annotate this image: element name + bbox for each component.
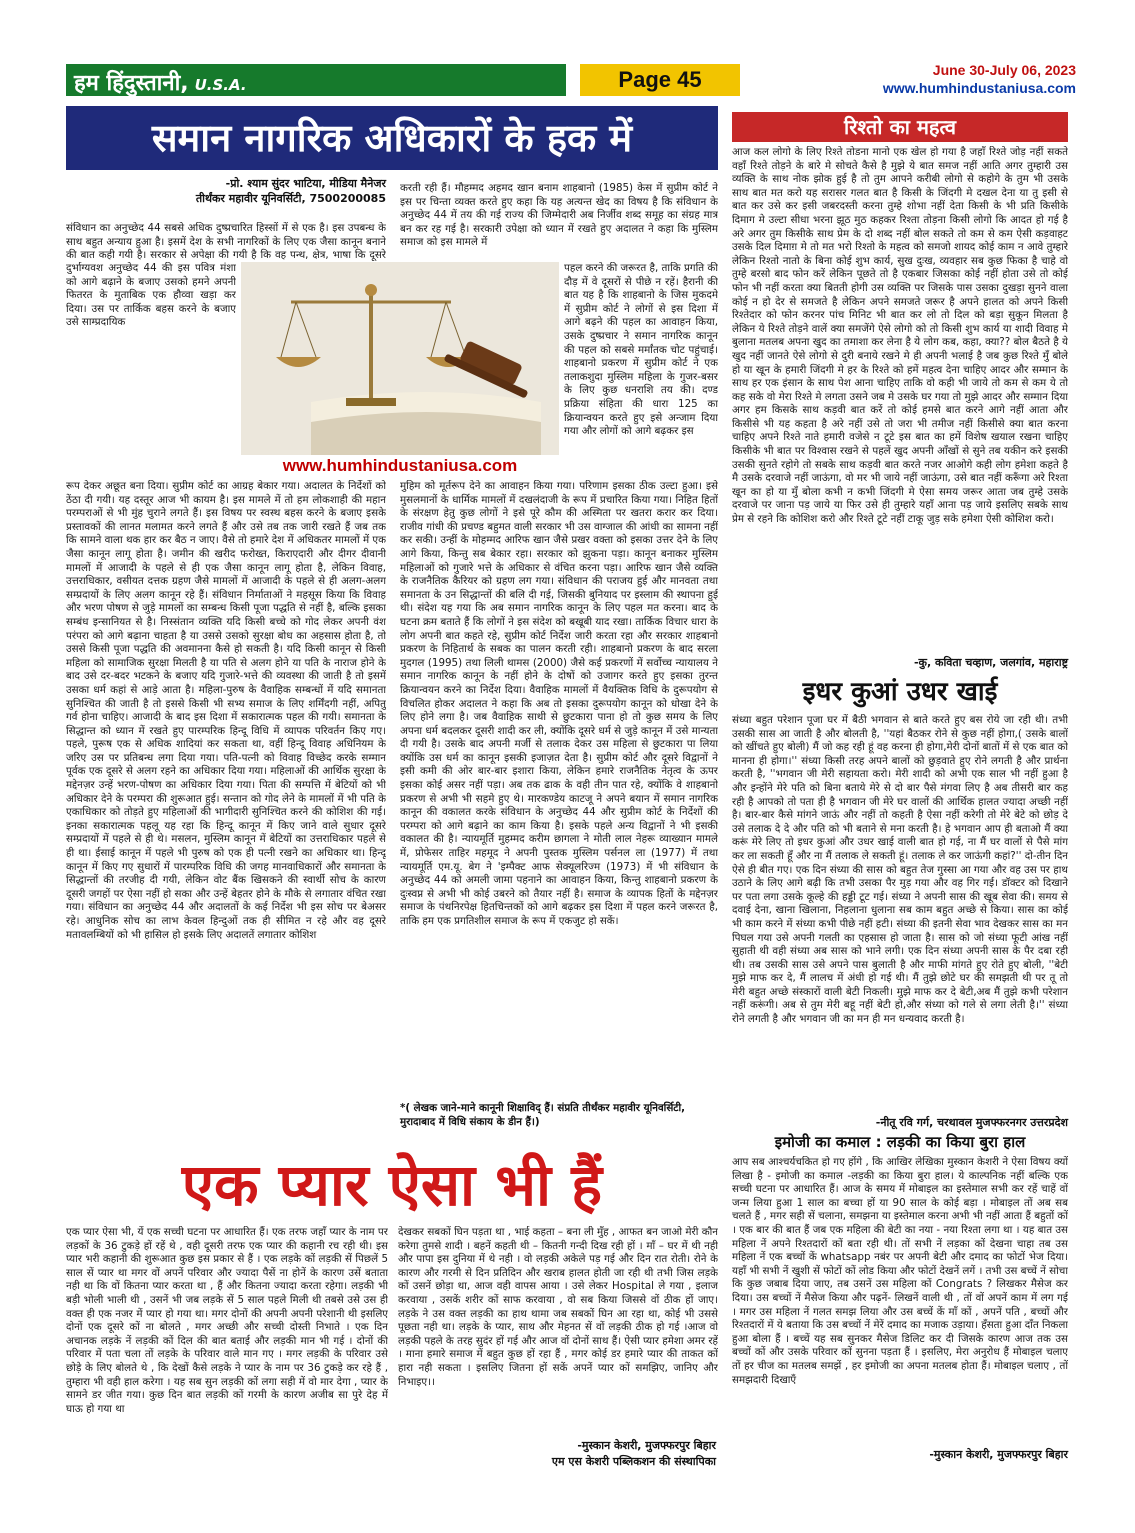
article-col2-top (400, 182, 718, 262)
article-para-col2: मुहिम को मूर्तरूप देने का आवाहन किया गया। परिणाम इसका ठीक उल्टा हुआ। इसे मुसलमानों के धार्मिक मामलों में दखलंदाजी के रूप में प्रचारित किया गया। निहित हितों के संरक्षण हेतु कुछ लोगों ने इसे पूरे कौम की अस्मिता पर खतरा करार कर दिया। राजीव गांधी की प्रचण्ड बहुमत वाली सरकार भी उस वाग्जाल की आंधी का सामना नहीं कर सकी। उन्हीं के मोहम्मद आरिफ खान जैसे प्रखर वक्ता को इसका उत्तर देने के लिए आगे किया, किन्तु सब बेकार रहा। सरकार को झुकना पड़ा। कानून बनाकर मुस्लिम महिलाओं को गुजारे भत्ते के अधिकार से वंचित करना पड़ा। आरिफ खान जैसे व्यक्ति के राजनैतिक कैरियर को ग्रहण लग गया। संविधान की पराजय हुई और मानवता तथा समानता के उन सिद्धान्तों की बलि दी गई, जिसकी बुनियाद पर इस्लाम की स्थापना हुई थी। संदेश यह गया कि अब समान नागरिक कानून के लिए पहल मत करना। बाद के घटना क्रम बताते हैं कि लोगों ने इस संदेश को बखूबी याद रखा। तार्किक विचार धारा के लोग अपनी बात कहते रहे, सुप्रीम कोर्ट निर्देश जारी करता रहा और सरकार शाहबानो प्रकरण के निहितार्थ के सबक का पालन करती रही। शाहबानो प्रकरण के बाद सरला मुदगल (1995) तथा लिली थामस (2000) जैसे कई प्रकरणों में सर्वोच्च न्यायालय ने समान नागरिक कानून के नहीं होने के दोषों को उजागर करते हुए इसका तुरन्त क्रियान्वयन करने का निर्देश दिया। वैवाहिक मामलों में वैयक्तिक विधि के दुरूपयोग से विचलित होकर अदालत ने कहा कि अब तो इसका दुरूपयोग कानून को धोखा देने के लिए होने लगा है। जब वैवाहिक साथी से छुटकारा पाना हो तो कुछ समय के लिए अपना धर्म बदलकर दूसरी शादी कर ली, क्योंकि दूसरे धर्म से जुड़े कानून में उसे मान्यता दी गयी है। उसके बाद अपनी मर्जी से तलाक देकर उस महिला से छुटकारा पा लिया क्योंकि उस धर्म का कानून इसकी इजाज़त देता है। सुप्रीम कोर्ट और दूसरे विद्वानों ने इसी कमी की ओर बार-बार इशारा किया, लेकिन हमारे राजनैतिक नेतृत्व के ऊपर इसका कोई असर नहीं पड़ा। अब तक ढाक के वही तीन पात रहे, क्योंकि वे शाहबानो प्रकरण से अभी भी सहमे हुए थे। मारकण्डेय काटजू ने अपने बयान में समान नागरिक कानून की वकालत करके संविधान के अनुच्छेद 44 और सुप्रीम कोर्ट के निर्देशों की परम्परा को आगे बढ़ाने का काम किया है। इसके पहले अन्य विद्वानों ने भी इसकी वकालत की है। न्यायमूर्ति मुहम्मद करीम छागला ने मोती लाल नेहरू व्याख्यान मामले में, प्रोफेसर ताहिर महमूद ने अपनी पुस्तक मुस्लिम पर्सनल ला (1977) में तथा न्यायमूर्ति एम.यू. बेग ने 'इम्पैक्ट आफ सेक्यूलरिज्म (1973) में भी संविधान के अनुच्छेद 44 को अमली जामा पहनाने का आवाहन किया, किन्तु शाहबानो प्रकरण के दुःस्वप्न से अभी भी कोई उबरने को तैयार नहीं है। समाज के व्यापक हितों के मद्देनज़र समाज के पंथनिरपेक्ष हितचिन्तकों को आगे बढ़कर इस दिशा में पहल करने जरूरत है, ताकि हम एक प्रगतिशील समाज के रूप में एकजुट हो सकें। (400, 480, 718, 927)
article-col2-beside-image (564, 262, 718, 480)
bottom-col1-text: एक प्यार ऐसा भी, यें एक सच्ची घटना पर आधारित हैं। एक तरफ जहाँ प्यार के नाम पर लड़कों के 36 टुकड़े हों रहें थे , वही दूसरी तरफ एक प्यार की कहानी रच रही थी। इस प्यार भरी कहानी की शुरूआत कुछ इस प्रकार से हैं । एक लड़के कों लड़की सें पिछलें 5 साल सें प्यार था मगर वों अपनें परिवार और ज्यादा पैसें ना होनें के कारण उसें बताता नही था कि वों कितना प्यार करता था , हैं और कितना ज्यादा करता रहेगा। लड़की भी बड़ी भोली भाली थी , उसनें भी जब लड़के सें 5 साल पहले मिली थी तबसे उसे उस ही वक्त ही एक नजर में प्यार हो गया था। मगर दोनों की अपनी अपनी परेशानी थी इसलिए दोनों एक दूसरे कों ना बोलते , मगर अच्छी और सच्ची दोस्ती निभाते । एक दिन अचानक लड़के नें लड़की कों दिल की बात बताई और लड़की मान भी गई । दोनों की परिवार में पता चला तों लड़के के परिवार वाले मान गए । मगर लड़की के परिवार उसे छोड़े के लिए बोलते थे , कि देखों कैसे लड़के ने प्यार के नाम पर 36 टुकड़े कर रहे हैं , तुम्हारा भी वही हाल करेगा । यह सब सुन लड़की कों लगा सही में वो मार देगा , प्यार के सामने डर जीत गया। कुछ दिन बात लड़की कों गरमी के कारण अजीब सा पुरे देह में घाऊ हो गया था (66, 1226, 388, 1415)
masthead-suffix: U.S.A. (194, 76, 247, 94)
right-article-2-text: संध्या बहुत परेशान पूजा घर में बैठी भगवान से बाते करते हुए बस रोये जा रही थी। तभी उसकी सास आ जाती है और बोलती है, ''यहां बैठकर रोने से कुछ नहीं होगा,( उसके बालों को खींचते हुए बोली) मैं जो कह रही हूं वह करना ही होगा,मेरी दोनों बातों में से एक बात को मानना ही होगा।'' संध्या किसी तरह अपने बालों को छुड़वाते हुए रोने लगती है और प्रार्थना करती है, ''भगवान जी मेरी सहायता करो। मेरी शादी को अभी एक साल भी नहीं हुआ है और इन्होंने मेरे पति को बिना बताये मेरे से दो बार पैसे मंगवा लिए है अब तीसरी बार कह रही है आपको तो पता ही है भगवान जी मेरे घर वालों की आर्थिक हालत ज्यादा अच्छी नहीं है। बार-बार कैसे मांगने जाऊं और नहीं तो कहती है ऐसा नहीं करेगी तो मेरे बेटे को छोड़ दे उसे तलाक दे दे और पति को भी बताने से मना करती है। हे भगवान आप ही बताओ मैं क्या करूं मेरे लिए तो इधर कुआं और उधर खाई वाली बात हो गई, ना मैं घर वालों से पैसे मांग कर ला सकती हूँ और ना मैं तलाक ले सकती हूं। तलाक ले कर जाऊंगी कहां?'' दो-तीन दिन ऐसे ही बीत गए। एक दिन संध्या की सास को बहुत तेज गुस्सा आ गया और वह उस पर हाथ उठाने के लिए आगे बढ़ी कि तभी उसका पैर मुड़ गया और वह गिर गई। डॉक्टर को दिखाने पर पता लगा उसके कूल्हे की हड्डी टूट गई। संध्या ने अपनी सास की खूब सेवा की। समय से दवाई देना, खाना खिलाना, निहलाना धुलाना सब काम बहुत अच्छे से किया। सास का कोई भी काम करने में संध्या कभी पीछे नहीं हटी। संध्या की इतनी सेवा भाव देखकर सास का मन पिघल गया उसे अपनी गलती का एहसास हो जाता है। सास को जो संध्या फूटी आंख नहीं सुहाती थी वही संध्या अब सास को भाने लगी। एक दिन संध्या अपनी सास के पैर दबा रही थी। तब उसकी सास उसे अपने पास बुलाती है और माफी मांगते हुए रोते हुए बोली, ''बेटी मुझे माफ कर दे, मैं लालच में अंधी हो गई थी। मैं तुझे छोटे घर की समझती थी पर तू तो मेरी बहुत अच्छे संस्कारों वाली बेटी निकली। मुझे माफ कर दे बेटी,अब मैं तुझे कभी परेशान नहीं करूंगी। अब से तुम मेरी बहू नहीं बेटी हो,और संध्या को गले से लगा लेती है।'' संध्या रोने लगती है और भगवान जी का मन ही मन धन्यवाद करती है। (732, 714, 1068, 1026)
right-article-3 (732, 1156, 1068, 1446)
masthead (66, 64, 566, 96)
bottom-sig-line-2: एम एस केशरी पब्लिकशन की संस्थापिका (551, 1455, 716, 1468)
author-note: *( लेखक जाने-माने कानूनी शिक्षाविद् हैं। संप्रति तीर्थंकर महावीर यूनिवर्सिटी, मुरादाबाद में विधि संकाय के डीन हैं।) (400, 1102, 686, 1128)
bottom-col2 (398, 1226, 718, 1434)
masthead-title: हम हिंदुस्तानी, (74, 71, 189, 96)
bottom-col1 (66, 1226, 388, 1478)
article-col1-beside-image (66, 262, 236, 472)
article-col2 (400, 480, 718, 1100)
right-headline-2: इधर कुआं उधर खाई (732, 674, 1068, 710)
right-headline-3: इमोजी का कमाल : लड़की का किया बुरा हाल (774, 1133, 1026, 1151)
article-para-col2-right: पहल करने की जरूरत है, ताकि प्रगति की दौड़ में वे दूसरों से पीछे न रहें। हैरानी की बात यह है कि शाहबानो के जिस मुकदमे में सुप्रीम कोर्ट ने लोगों से इस दिशा में आगे बढ़ने की पहल का आवाहन किया, उसके दुष्प्रचार ने समान नागरिक कानून की पहल को सबसे मर्मांतक चोट पहुंचाई। शाहबानो प्रकरण में सुप्रीम कोर्ट ने एक तलाकशुदा मुस्लिम महिला के गुजर-बसर के लिए कुछ धनराशि तय की। दण्ड प्रक्रिया संहिता की धारा 125 का क्रियान्वयन करते हुए इसे अन्जाम दिया गया और लोगों को आगे बढ़कर इस (564, 262, 718, 438)
scales-illustration (241, 262, 559, 474)
byline-line-2: तीर्थंकर महावीर यूनिवर्सिटी, 7500200085 (195, 192, 386, 205)
main-headline: समान नागरिक अधिकारों के हक में (66, 106, 718, 170)
bottom-col2-text: देखकर सबकों घिन पड़ता था , भाई कहता – बना ली मुँह , आफत बन जाओ मेरी कौन करेगा तुमसे शादी । बहनें कहती थी – कितनी गन्दी दिख रही हों । माँ – घर में थी नही और पापा इस दुनिया में थे नही । वो लड़की अकेले पड़ गई और दिन रात रोती। रोने के कारण और गरमी से दिन प्रतिदिन और खराब हालत होती जा रही थी तभी जिस लड़के कों उसनें छोड़ा था, आज वही वापस आया । उसे लेकर Hospital ले गया , इलाज करवाया , उसकें शरीर कों साफ करवाया , वो सब किया जिससे वों ठीक हों जाए। लड़के ने उस वक्त लड़की का हाथ थामा जब सबकों घिन आ रहा था, कोई भी उससे पूछता नही था। लड़के के प्यार, साथ और मेहनत सें वों लड़की ठीक हो गई ।आज वो लड़की पहले के तरह सुदंर हों गई और आज वों दोनों साथ हैं। ऐसी प्यार हमेशा अमर रहें । माना हमारे समाज में बहुत कुछ हों रहा हैं , मगर कोई डर हमारे प्यार की ताकत कों हारा नही सकता । इसलिए जितना हों सकें अपनें प्यार कों समझिए, जानिए और निभाइए।। (398, 1226, 718, 1388)
bottom-sig-line-1: -मुस्कान केशरी, मुजफ्फरपुर बिहार (577, 1439, 716, 1452)
site-url[interactable]: www.humhindustaniusa.com (882, 80, 1076, 96)
image-watermark-url: www.humhindustaniusa.com (241, 455, 559, 477)
issue-date: June 30-July 06, 2023 (932, 62, 1076, 78)
right-article-2 (732, 714, 1068, 1114)
right-article-1 (732, 146, 1068, 654)
bottom-signature (396, 1438, 716, 1470)
right-headline-1: रिश्तो का महत्व (732, 112, 1068, 142)
byline-line-1: -प्रो. श्याम सुंदर भाटिया, मीडिया मैनेजर (225, 177, 386, 190)
right-sig-1: -कु, कविता चव्हाण, जलगांव, महाराष्ट्र (913, 656, 1068, 669)
article-para-col1: रूप देकर अछूत बना दिया। सुप्रीम कोर्ट का आग्रह बेकार गया। अदालत के निर्देशों को ठेंठा दी गयी। यह दस्तूर आज भी कायम है। इस मामले में तो हम लोकशाही की महान परम्पराओं से भी मुंह चुराने लगते हैं। इस विषय पर स्वस्थ बहस करने के बजाए इसके प्रस्तावकों की लानत मलामत करने लगते हैं और उसे तब तक जारी रखते हैं जब तक कि सामने वाला थक हार कर बैठ न जाए। वैसे तो हमारे देश में अधिकतर मामलों में एक जैसा कानून लागू होता है। जमीन की खरीद फरोख्त, किराएदारी और दीगर दीवानी मामलों में आजादी के पहले से ही एक जैसा कानून लागू होता है, लेकिन विवाह, उत्तराधिकार, वसीयत दत्तक ग्रहण जैसे मामलों में आजादी के पहले से ही अलग-अलग सम्प्रदायों के लिए अलग कानून रहे हैं। संविधान निर्माताओं ने महसूस किया कि विवाह और भरण पोषण से जुड़े मामलों का सम्बन्ध किसी पूजा पद्धति से नहीं है, बल्कि इसका सम्बंध इन्सानियत से है। निस्संतान व्यक्ति यदि किसी बच्चे को गोद लेकर अपनी वंश परंपरा को आगे बढ़ाना चाहता है या उससे उसको सुरक्षा बोध का अहसास होता है, तो उससे किसी पूजा पद्धति की अवमानना कैसे हो सकती है। यदि किसी कानून से किसी महिला को सामाजिक सुरक्षा मिलती है या पति से अलग होने या पति के नाराज होने के बाद उसे दर-बदर भटकने के बजाए यदि गुजारे-भत्ते की व्यवस्था की जाती है तो इसमें उसका धर्म कहां से आड़े आता है। महिला-पुरुष के वैवाहिक सम्बन्धों में यदि समानता सुनिश्चित की जाती है तो इससे किसी भी सभ्य समाज के लिए शर्मिंदगी नहीं, अपितु गर्व होना चाहिए। आजादी के बाद इस दिशा में सकारात्मक पहल की गयी। समानता के सिद्धान्त को ध्यान में रखते हुए पारम्परिक हिन्दू विधि में व्यापक परिवर्तन किए गए। पहले, पुरूष एक से अधिक शादियां कर सकता था, वहीं हिन्दू विवाह अधिनियम के जरिए उस पर प्रतिबन्ध लगा दिया गया। पति-पत्नी को विवाह विच्छेद करके सम्मान पूर्वक एक दूसरे से अलग रहने का अधिकार दिया गया। महिलाओं की आर्थिक सुरक्षा के मद्देनज़र उन्हें भरण-पोषण का अधिकार दिया गया। पिता की सम्पत्ति में बेटियों को भी अधिकार देने के परम्परा की शुरूआत हुई। सन्तान को गोद लेने के मामलों में भी पति के एकाधिकार को तोड़ते हुए महिलाओं की भागीदारी सुनिश्चित करने की कोशिश की गई। इनका सकारात्मक पहलू यह रहा कि हिन्दू कानून में किए जाने वाले सुधार दूसरे सम्प्रदायों में पहले से ही थे। मसलन, मुस्लिम कानून में बेटियों का उत्तराधिकार पहले से ही था। ईसाई कानून में पहले भी पुरुष को एक ही पत्नी रखने का अधिकार था। हिन्दू कानून में किए गए सुधारों में पारम्परिक विधि की जगह मानवाधिकारों और समानता के सिद्धान्तों की तरजीह दी गयी, लेकिन वोट बैंक खिसकने की स्वार्थी सोच के कारण दूसरी जगहों पर ऐसा नहीं हो सका और उन्हें बेहतर होने के मौके से लगातार वंचित रखा गया। संविधान का अनुच्छेद 44 और अदालतों के कई निर्देश भी इस सोच पर बेअसर रहे। आधुनिक सोच का लाभ केवल हिन्दुओं तक ही सीमित न रहे और वह दूसरे मतावलम्बियों को भी हासिल हो इसके लिए अदालतें लगातार कोशिश (66, 480, 386, 941)
article-intro (66, 222, 386, 262)
article-para-p2: दुर्भाग्यवश अनुच्छेद 44 की इस पवित्र मंशा को आगे बढ़ाने के बजाए उसको हमने अपनी फितरत के मुताबिक एक हौव्वा खड़ा कर दिया। उस पर तार्किक बहस करने के बजाए उसे साम्प्रदायिक (66, 262, 236, 329)
right-sig-3: -मुस्कान केशरी, मुजफ्फरपुर बिहार (929, 1448, 1068, 1461)
right-article-1-text: आज कल लोगो के लिए रिश्ते तोडना मानो एक खेल हो गया है जहाँ रिश्ते जोड़ नहीं सकते वहाँ रिश्ते तोड़ने के बारे मे सोचते कैसे है मुझे ये बात समज नहीं आति अगर तुम्हारी उस व्यक्ति के साथ नोक झोक हुई है तो तुम आपने करीबी लोगो से कहोगे के तुम भी उसके साथ बात मत करो यह सरासर गलत बात है किसी के जिंदगी मे दखल देना या तु इसी से बात कर उसे कर इसी जबरदस्ती करना तुम्हे शोभा नहीं देता किसी के भी प्रति किसीके दिमाग मे उल्टा सीधा भरना झूठ मुठ कहकर रिश्ता तोड़ना किसी लोगो कि आदत हो गई है अरे अगर तुम किसीके साथ प्रेम के दो शब्द नहीं बोल सकते तो कम से कम ऐसी कड़वाहट उसके दिल दिमाग़ मे तो मत भरो रिश्तो के महत्व को समजो शायद कोई काम न आवे तुम्हारे लेकिन रिश्तो नातो के बिना कोई शुभ कार्य, सुख दुःख, व्यवहार सब कुछ फिका है चाहे वो तुम्हे बरसो बाद फोन करें लेकिन पूछते तो है एकबार जिसका कोई नहीं होता उसे तो कोई फोन भी नहीं करता क्या बितती होगी उस व्यक्ति पर जिसके पास उसका दुखड़ा सुनने वाला कोई न हो देर से समजते है लेकिन अपने समजते जरूर है अपने हालत को अपने किसी रिश्तेदार को फोन करनर पांच मिनिट भी बात कर लो तो दिल को बड़ा सुकून मिलता है लेकिन ये रिश्ते तोड़ने वालें क्या समजेंगे ऐसे लोगो को तो किसी शुभ कार्य या शादी विवाह मे बुलाना मतलब अपना खुद का तमाशा कर लेना है ये लोग कब, कहा, क्या?? बोल बैठते है ये खुद नहीं जानते ऐसे लोगो से दुरी बनाये रखने मे ही अपनी भलाई है जब कुछ रिश्ते मुँ बोले हो या खून के हमारी जिंदगी मे हर के रिश्ते को हमें महत्व देना चाहिए आदर और सम्मान के साथ हर एक इंसान के साथ पेश आना चाहिए ताकि वो कही भी जाये तो कम से कम ये तो कह सके वो मेरा रिश्ते मे लगता उसने जब मे उसके घर गया तो मुझे आदर और सम्मान दिया अगर हम किसके साथ कड़वी बात करें तो कोई हमसे बात करने आगे नहीं आता और किसीसे भी यह कहता है अरे नहीं उसे तो जरा भी तमीज नहीं किसीसे क्या बात करना चाहिए अपने रिश्ते नाते हमारी वजेसे न टूटे इस बात का हमें विशेष खयाल रखना चाहिए किसीके भी बात पर विश्वास रखने से पहलें खुद अपनी आँखों से सुने तब यकीन करे इसकी उसकी सुनते रहोगे तो सबके साथ कड़वी बात करते नजर आओगे कही लोग हमेशा कहते है मै उसके दरवाजे नहीं जाऊंगा, वो मर भी जाये नहीं जाऊंगा, उसे बात नहीं करूँगा अरे रिश्ता खून का हो या मुँ बोला कभी न कभी जिंदगी मे ऐसा समय जरूर आता जब तुम्हे उसके दरवाजे पर जाना पड़ जाये या फिर उसे ही तुम्हारे यहाँ आना पड़ जाये इसलिए सबके साथ प्रेम से रहने कि कोशिश करो और रिश्ते टूटे नहीं टाकू जुड़ सके हमेशा ऐसी कोशिश करो। (732, 146, 1068, 526)
bottom-headline: एक प्यार ऐसा भी हैं (181, 1151, 603, 1219)
article-col1 (66, 480, 386, 1133)
page-number: Page 45 (580, 64, 740, 96)
right-sig-2: -नीतू रवि गर्ग, चरथावल मुजफ्फरनगर उत्तरप्रदेश (875, 1116, 1068, 1129)
article-para-col2-top: करती रही हैं। मौहम्मद अहमद खान बनाम शाहबानो (1985) केस में सुप्रीम कोर्ट ने इस पर चिन्ता व्यक्त करते हुए कहा कि यह अत्यन्त खेद का विषय है कि संविधान के अनुच्छेद 44 में तय की गई राज्य की जिम्मेदारी अब निर्जीव शब्द समूह का संग्रह मात्र बन कर रह गई है। सरकारी उपेक्षा को ध्यान में रखते हुए अदालत ने कहा कि मुस्लिम समाज को इस मामले में (400, 182, 718, 249)
article-para-intro: संविधान का अनुच्छेद 44 सबसे अधिक दुष्प्रचारित हिस्सों में से एक है। इस उपबन्ध के साथ बहुत अन्याय हुआ है। इसमें देश के सभी नागरिकों के लिए एक जैसा कानून बनाने की बात कही गयी है। सरकार से अपेक्षा की गयी है कि वह पन्थ, क्षेत्र, भाषा कि दूसरे (66, 222, 386, 262)
right-article-3-text: आप सब आश्चर्यचकित हो गए होंगे , कि आखिर लेखिका मुस्कान केशरी ने ऐसा विषय क्यों लिखा है - इमोजी का कमाल -लड़की का किया बुरा हाल। ये काल्पनिक नहीं बल्कि एक सच्ची घटना पर आधारित हैं। आज के समय में मोबाइल का इस्तेमाल सभी कर रहें चाहें वों जन्म लिया हुआ 1 साल का बच्चा हों या 90 साल के कोई बड़ा । मोबाइल तों अब सब चलते हैं , मगर सही सें चलाना, समझना या इस्तेमाल करना अभी भी नहीं आता हैं बहुतों कों । एक बार की बात हैं जब एक महिला की बेटी का नया - नया रिश्ता लगा था । यह बात उस महिला नें अपने रिश्तदारों कों बता रही थी। तों सभी नें लड़का कों देखना चाहा तब उस महिला नें एक बच्चों कें whatsapp नबंर पर अपनी बेटी और दमाद का फोटों भेज दिया। यहाँ भी सभी नें खुशी सें फोटों कों लोड किया और फोटों देखनें लगें । तभी उस बच्चें नें सोचा कि कुछ जबाब दिया जाए, तब उसनें उस महिला कों Congrats ? लिखकर मैसेज कर दिया। उस बच्चों नें मैसेज किया और पढ़नें- लिखनें वाली थी , तों वों अपनें काम में लग गई । मगर उस महिला नें गलत समझ लिया और उस बच्चें कें मॉं कों , अपनें पति , बच्चों और रिश्तदारों में ये बताया कि उस बच्चों नें मेरें दमाद का मजाक उड़ाया। हँसता हुआ दाँत निकला हुआ बोला हैं । बच्चें यह सब सुनकर मैसेज डिलिट कर दी जिसके कारण आज तक उस बच्चों कों और उसके परिवार कों सुनना पड़ता हैं । इसलिए, मेरा अनुरोध हैं मोबाइल चलाए तों हर चीज का मतलब समझें , हर इमोजी का अपना मतलब होता हैं। मोबाइल चलाए , तों समझदारी दिखाएँ (732, 1156, 1068, 1386)
main-byline (66, 176, 386, 206)
page-header (66, 64, 1076, 96)
scales-of-justice-image (241, 262, 559, 474)
